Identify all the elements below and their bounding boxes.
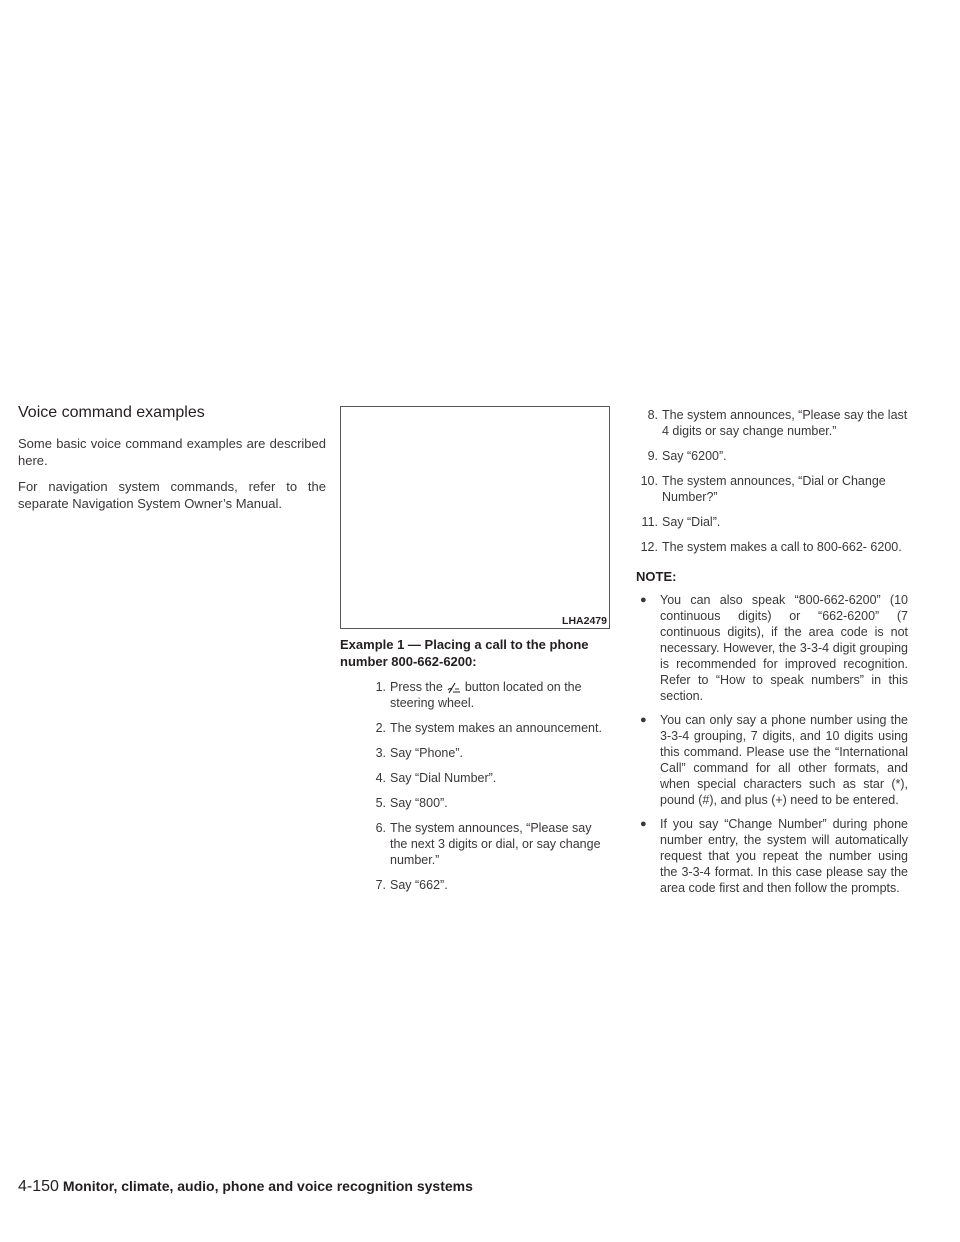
continuation-column	[636, 407, 908, 904]
navigation-reference-paragraph: For navigation system commands, refer to the separate Navigation System Owner’s Manual.	[18, 479, 326, 511]
step-item: 3. Say “Phone”.	[375, 746, 463, 760]
step-item: 7. Say “662”.	[375, 878, 448, 892]
section-title: Voice command examples	[18, 404, 205, 421]
step-item: 10. The system announces, “Dial or Change Number?”	[640, 474, 886, 504]
step-item: 2. The system makes an announcement.	[375, 721, 602, 735]
page-footer	[18, 1178, 918, 1196]
intro-column	[18, 400, 326, 521]
step-item: 4. Say “Dial Number”.	[375, 771, 497, 785]
note-item: ● If you say “Change Number” during phone number entry, the system will automatically request that you repeat the number using the 3-3-4 format. In this case please say the area code first and then follow the prompts.	[640, 817, 908, 895]
step-item: 11. Say “Dial”.	[641, 515, 721, 529]
chapter-title: Monitor, climate, audio, phone and voice recognition systems	[62, 1178, 473, 1194]
bullet-icon: ●	[640, 714, 647, 726]
step-item: 1. Press the button located on the steering wheel.	[375, 680, 582, 710]
note-item: ● You can only say a phone number using the 3-3-4 grouping, 7 digits, and 10 digits using this command. Please use the “International Call” command for all other formats, and when special characters such as star (*), pound (#), and plus (+) need to be entered.	[640, 713, 908, 807]
example-column	[340, 636, 612, 902]
steps-list-part2	[636, 407, 908, 555]
note-list	[636, 592, 908, 896]
example-heading: Example 1 — Placing a call to the phone number 800-662-6200:	[340, 637, 589, 669]
step-item: 6. The system announces, “Please say the next 3 digits or dial, or say change number.”	[375, 821, 601, 867]
intro-paragraph: Some basic voice command examples are described here.	[18, 436, 326, 468]
figure-label: LHA2479	[562, 615, 607, 627]
page-number: 4-150	[18, 1178, 59, 1195]
step-item: 9. Say “6200”.	[647, 449, 727, 463]
note-item: ● You can also speak “800-662-6200” (10 continuous digits) or “662-6200” (7 continuous digits), if the area code is not necessary. However, the 3-3-4 digit grouping is recommended for improved recognition. Refer to “How to speak numbers” in this section.	[640, 593, 908, 703]
steps-list-part1	[340, 679, 612, 893]
bullet-icon: ●	[640, 818, 647, 830]
step-item: 5. Say “800”.	[375, 796, 448, 810]
figure-box	[340, 406, 610, 629]
note-heading: NOTE:	[636, 569, 677, 584]
bullet-icon: ●	[640, 594, 647, 606]
steering-wheel-talk-icon	[447, 681, 461, 695]
step-item: 12. The system makes a call to 800-662- 6200.	[640, 540, 902, 554]
step-item: 8. The system announces, “Please say the last 4 digits or say change number.”	[647, 408, 908, 438]
